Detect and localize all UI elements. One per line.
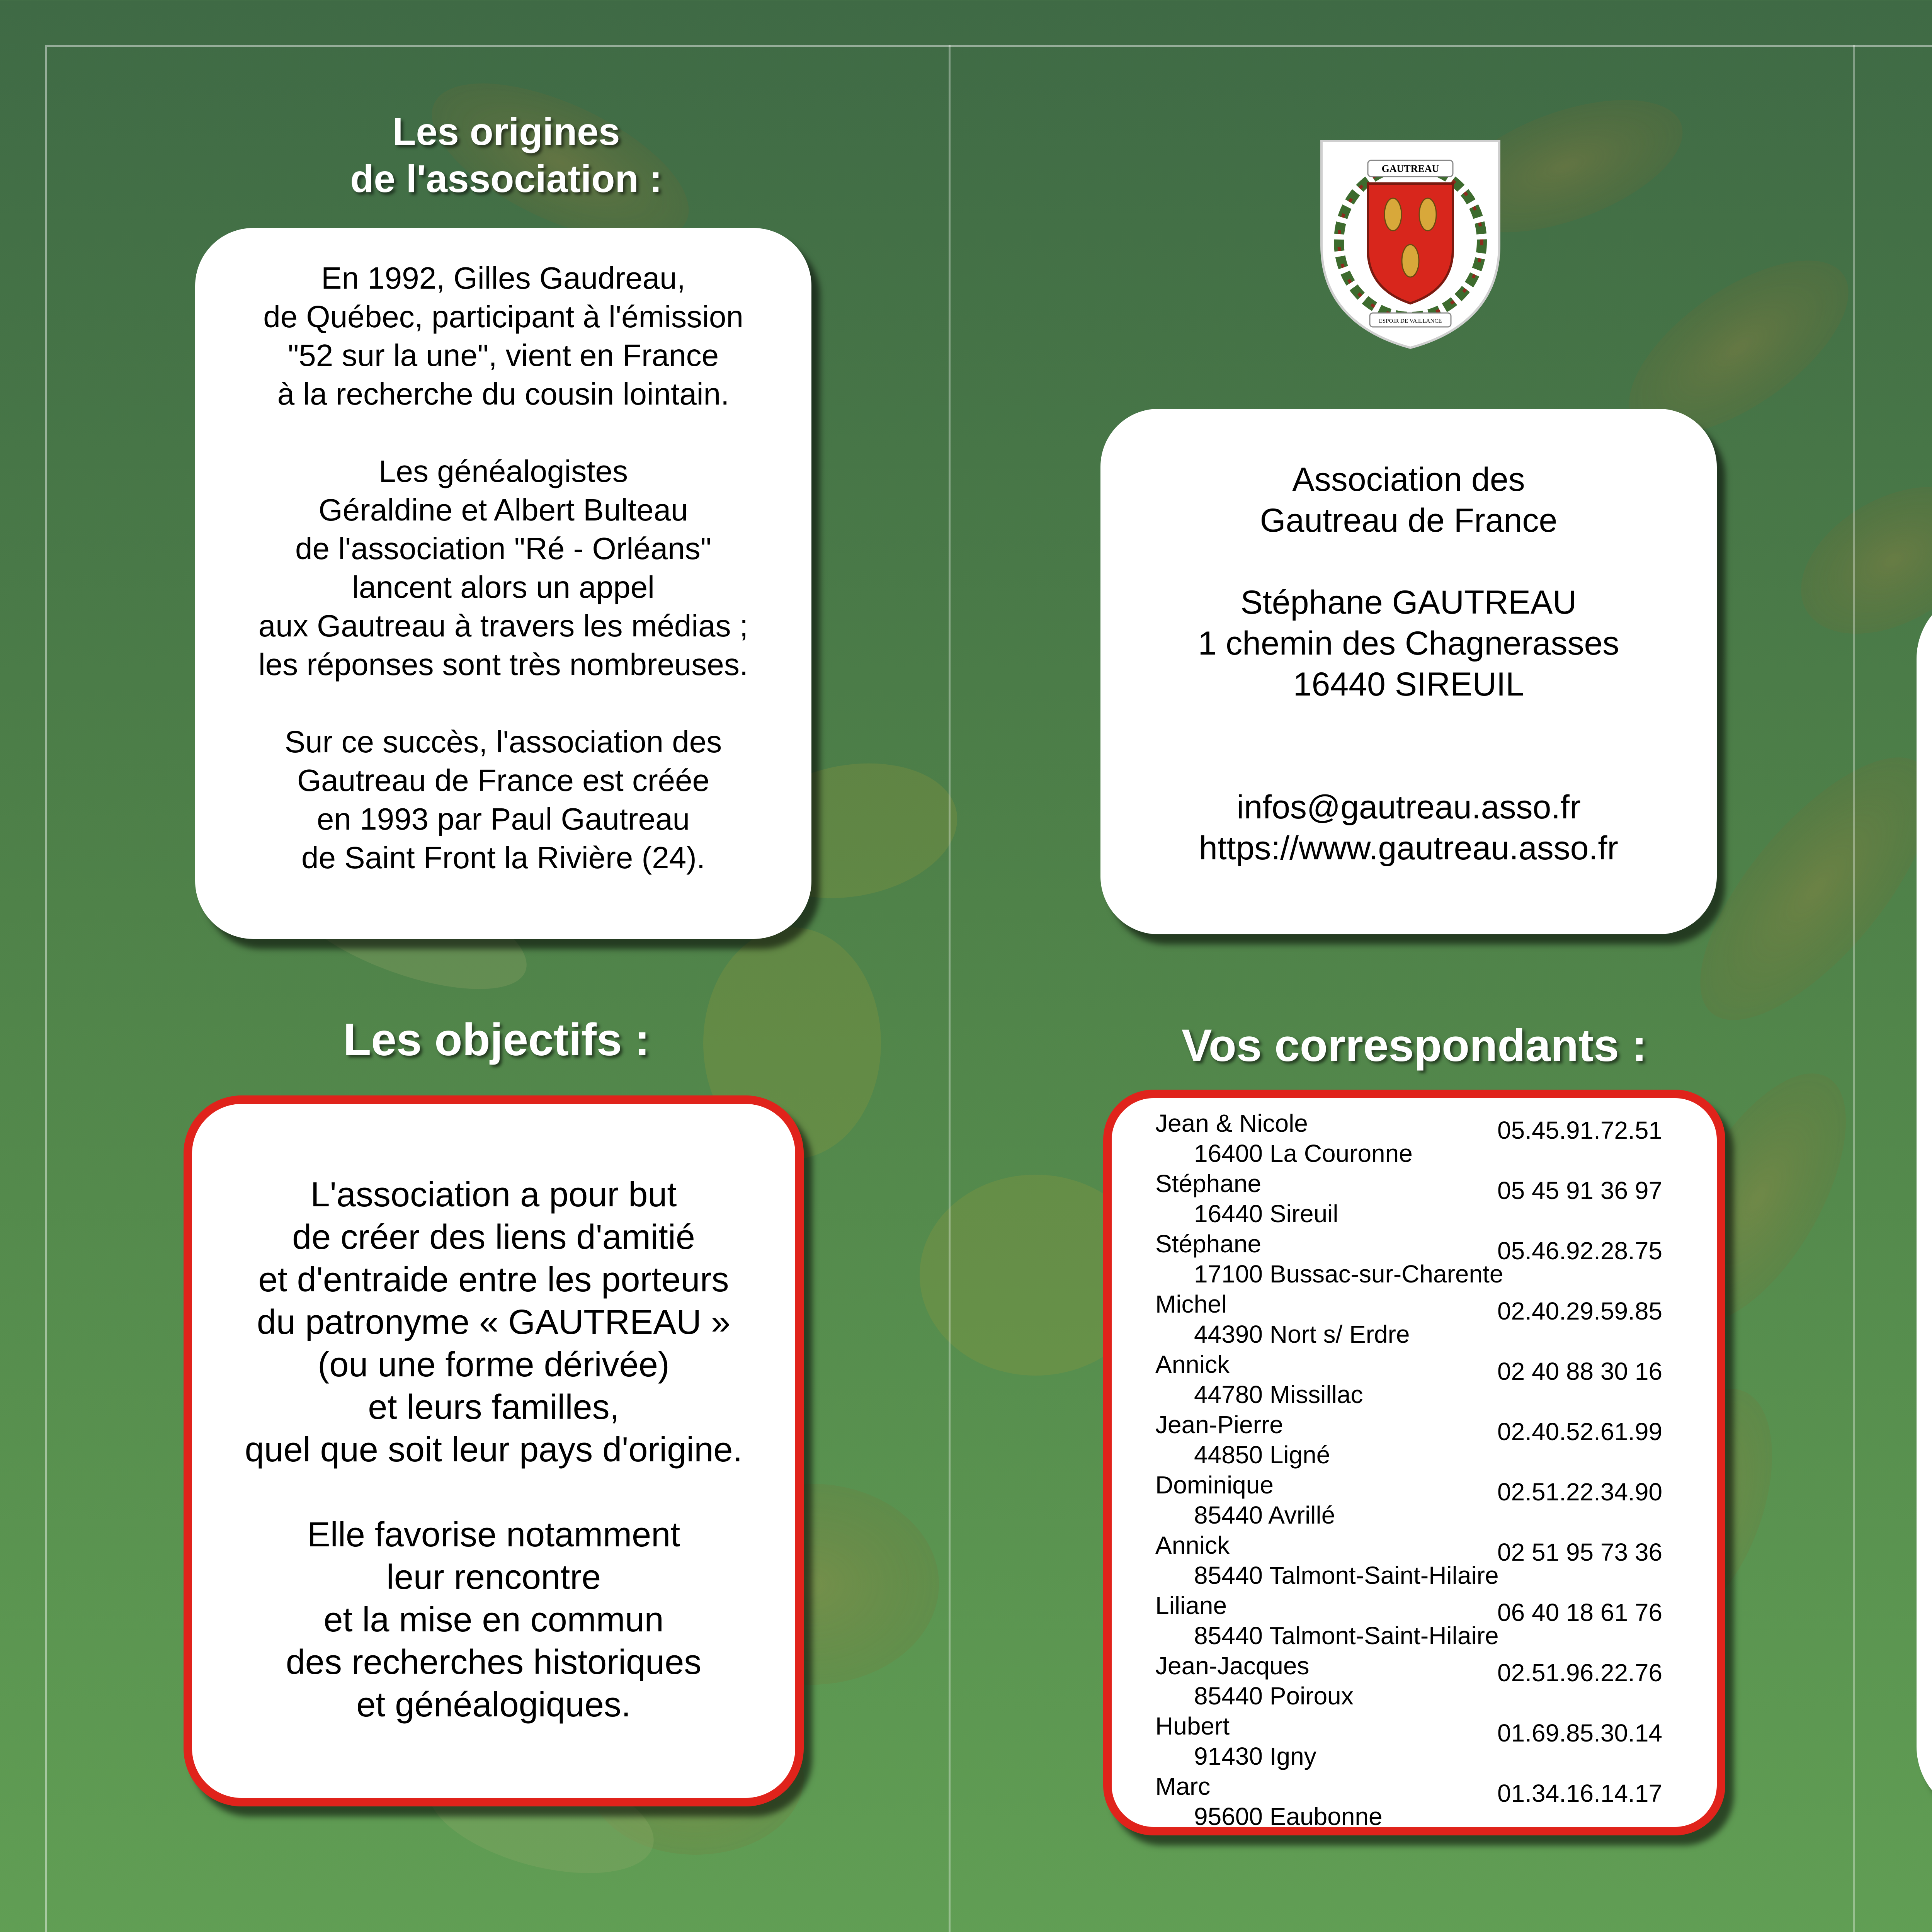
- contact-name: Jean-Jacques: [1155, 1652, 1310, 1680]
- contact-item: [1155, 1229, 1673, 1289]
- address-box: [1100, 409, 1717, 934]
- fold-line-2: [1853, 45, 1855, 1932]
- contact-item: [1155, 1168, 1673, 1229]
- membership-form: [1917, 589, 1932, 1816]
- contact-city: 16440 Sireuil: [1194, 1200, 1338, 1228]
- contact-item: [1155, 1470, 1673, 1530]
- coat-of-arms: [1318, 137, 1503, 350]
- contact-name: Stéphane: [1155, 1230, 1262, 1258]
- contact-phone: 06 40 18 61 76: [1497, 1599, 1663, 1626]
- contact-phone: 02 40 88 30 16: [1497, 1357, 1663, 1385]
- contact-name: Hubert: [1155, 1712, 1230, 1740]
- contact-item: [1155, 1410, 1673, 1470]
- contact-name: Jean-Pierre: [1155, 1411, 1283, 1439]
- contact-item: [1155, 1349, 1673, 1410]
- contact-city: 95600 Eaubonne: [1194, 1803, 1383, 1830]
- crest-banner-top: GAUTREAU: [1381, 163, 1439, 174]
- contact-city: 44390 Nort s/ Erdre: [1194, 1320, 1410, 1348]
- contact-phone: 02.51.22.34.90: [1497, 1478, 1663, 1506]
- contact-phone: 05.45.91.72.51: [1497, 1116, 1663, 1144]
- contact-phone: 02 51 95 73 36: [1497, 1538, 1663, 1566]
- contact-name: Michel: [1155, 1290, 1227, 1318]
- objectives-title: Les objectifs :: [343, 1014, 650, 1065]
- contact-city: 91430 Igny: [1194, 1742, 1316, 1770]
- contact-city: 85440 Talmont-Saint-Hilaire: [1194, 1561, 1499, 1589]
- contact-name: Stéphane: [1155, 1170, 1262, 1197]
- contact-item: [1155, 1711, 1673, 1771]
- contact-phone: 05.46.92.28.75: [1497, 1237, 1663, 1265]
- contact-phone: 01.69.85.30.14: [1497, 1719, 1663, 1747]
- contact-item: [1155, 1771, 1673, 1832]
- fold-line-1: [949, 45, 951, 1932]
- contact-city: 85440 Poiroux: [1194, 1682, 1354, 1710]
- contact-city: 85440 Talmont-Saint-Hilaire: [1194, 1622, 1499, 1650]
- origins-text: En 1992, Gilles Gaudreau, de Québec, participant à l'émission "52 sur la une", vient en France à la recherche du cousin lointain. Les généalogistes Géraldine et Albert Bulteau de l'association "Ré - Orléans" lancent alors un appel aux Gautreau à travers les médias ; les réponses sont très nombreuses. Sur ce succès, l'association des Gautreau de France est créée en 1993 par Paul Gautreau de Saint Front la Rivière (24).: [258, 261, 748, 875]
- contact-phone: 01.34.16.14.17: [1497, 1779, 1663, 1807]
- contacts-list: [1155, 1108, 1673, 1832]
- contact-item: [1155, 1108, 1673, 1168]
- contact-name: Annick: [1155, 1531, 1230, 1559]
- contact-name: Marc: [1155, 1772, 1211, 1800]
- contact-city: 44780 Missillac: [1194, 1381, 1363, 1408]
- contact-city: 85440 Avrillé: [1194, 1501, 1335, 1529]
- contact-city: 44850 Ligné: [1194, 1441, 1330, 1469]
- origins-title: Les origines de l'association :: [350, 110, 662, 201]
- contact-item: [1155, 1530, 1673, 1590]
- contact-item: [1155, 1590, 1673, 1651]
- contact-phone: 02.40.52.61.99: [1497, 1418, 1663, 1446]
- origins-box: [195, 228, 811, 939]
- objectives-text: L'association a pour but de créer des liens d'amitié et d'entraide entre les porteurs du patronyme « GAUTREAU » (ou une forme dérivée) et leurs familles, quel que soit leur pays d'origine. Elle favorise notamment leur rencontre et la mise en commun des recherches historiques et généalogiques.: [245, 1175, 743, 1724]
- correspondents-title: Vos correspondants :: [1181, 1020, 1647, 1071]
- objectives-box: [184, 1095, 804, 1806]
- contact-name: Dominique: [1155, 1471, 1274, 1499]
- contact-item: [1155, 1289, 1673, 1349]
- contact-city: 17100 Bussac-sur-Charente: [1194, 1260, 1503, 1288]
- contact-name: Liliane: [1155, 1592, 1227, 1619]
- address-text: Association des Gautreau de France Stéphane GAUTREAU 1 chemin des Chagnerasses 16440 SIREUIL infos@gautreau.asso.fr https://www.gautreau.asso.fr: [1198, 461, 1619, 867]
- contact-phone: 02.51.96.22.76: [1497, 1659, 1663, 1687]
- contact-item: [1155, 1651, 1673, 1711]
- contact-phone: 05 45 91 36 97: [1497, 1177, 1663, 1204]
- contact-name: Jean & Nicole: [1155, 1109, 1308, 1137]
- contact-name: Annick: [1155, 1350, 1230, 1378]
- contact-phone: 02.40.29.59.85: [1497, 1297, 1663, 1325]
- contact-city: 16400 La Couronne: [1194, 1139, 1413, 1167]
- crest-banner-bottom: ESPOIR DE VAILLANCE: [1379, 318, 1442, 324]
